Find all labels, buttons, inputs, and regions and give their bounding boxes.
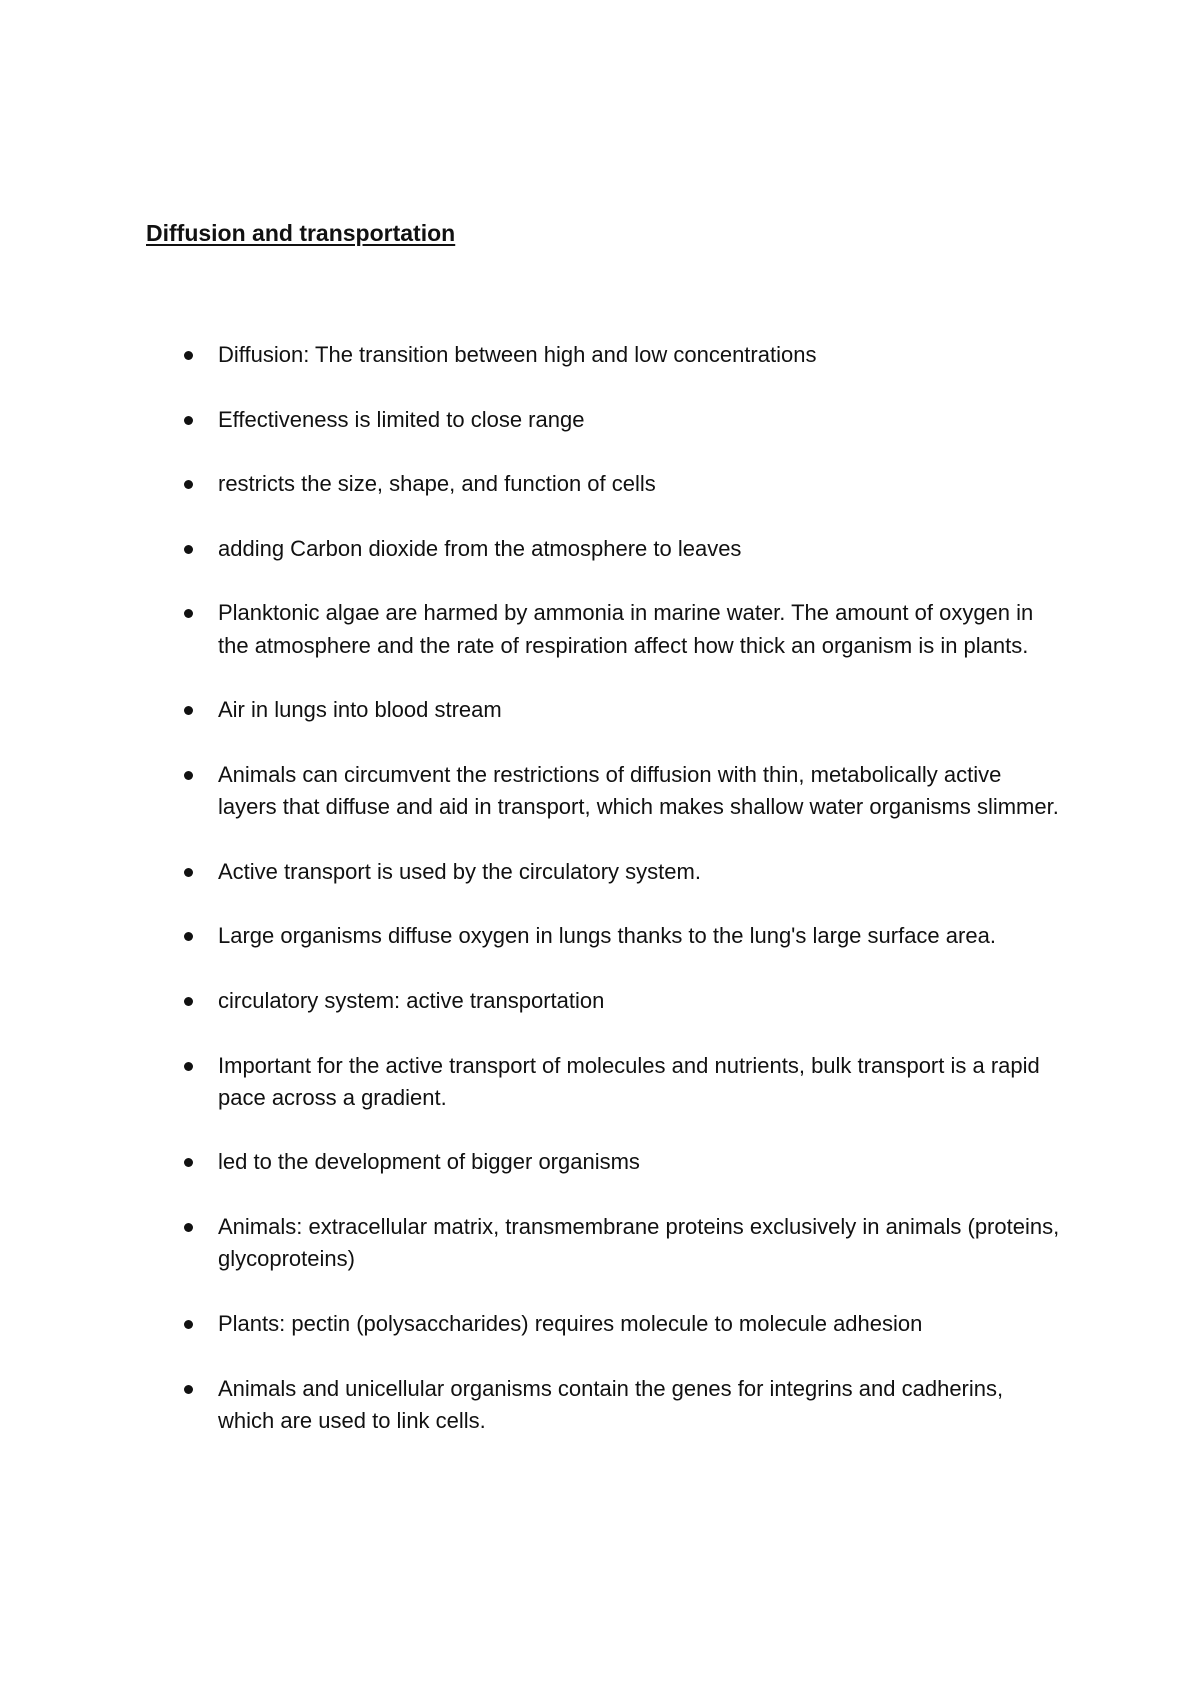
list-item-text: Active transport is used by the circulatory system. bbox=[218, 858, 701, 884]
list-item-text: Diffusion: The transition between high and low concentrations bbox=[218, 342, 817, 367]
list-item bbox=[180, 1211, 1060, 1276]
bullet-icon bbox=[184, 1320, 193, 1329]
bullet-list bbox=[180, 339, 1060, 1469]
page-title: Diffusion and transportation bbox=[146, 220, 456, 246]
list-item bbox=[180, 856, 1060, 888]
list-item bbox=[180, 920, 1060, 952]
bullet-icon bbox=[184, 351, 193, 360]
bullet-icon bbox=[184, 706, 193, 715]
list-item-text: Large organisms diffuse oxygen in lungs thanks to the lung's large surface area. bbox=[218, 923, 996, 949]
list-item-text: Effectiveness is limited to close range bbox=[218, 406, 585, 432]
list-item bbox=[180, 339, 1060, 371]
list-item bbox=[180, 597, 1060, 662]
list-item-text: restricts the size, shape, and function of cells bbox=[218, 471, 656, 497]
bullet-icon bbox=[184, 1158, 193, 1167]
list-item bbox=[180, 468, 1060, 500]
list-item-text: led to the development of bigger organisms bbox=[218, 1149, 640, 1175]
bullet-icon bbox=[184, 609, 193, 618]
bullet-icon bbox=[184, 932, 193, 941]
list-item-text: Planktonic algae are harmed by ammonia in marine water. The amount of oxygen in the atmosphere and the rate of respiration affect how thick an organism is in plants. bbox=[218, 600, 1034, 658]
list-item bbox=[180, 404, 1060, 436]
list-item bbox=[180, 1146, 1060, 1178]
list-item-text: Plants: pectin (polysaccharides) requires molecule to molecule adhesion bbox=[218, 1310, 923, 1336]
list-item bbox=[180, 1373, 1060, 1438]
bullet-icon bbox=[184, 771, 193, 780]
list-item-text: Air in lungs into blood stream bbox=[218, 697, 502, 723]
bullet-icon bbox=[184, 480, 193, 489]
list-item-text: Animals and unicellular organisms contain the genes for integrins and cadherins, which are used to link cells. bbox=[218, 1375, 1004, 1433]
bullet-icon bbox=[184, 997, 193, 1006]
bullet-icon bbox=[184, 545, 193, 554]
list-item-text: adding Carbon dioxide from the atmosphere to leaves bbox=[218, 535, 742, 561]
list-item bbox=[180, 1050, 1060, 1115]
bullet-icon bbox=[184, 416, 193, 425]
list-item-text: Animals: extracellular matrix, transmembrane proteins exclusively in animals (proteins, glycoproteins) bbox=[218, 1214, 1060, 1272]
bullet-icon bbox=[184, 1062, 193, 1071]
list-item bbox=[180, 694, 1060, 726]
bullet-icon bbox=[184, 1223, 193, 1232]
list-item bbox=[180, 1308, 1060, 1340]
list-item bbox=[180, 533, 1060, 565]
bullet-icon bbox=[184, 1385, 193, 1394]
bullet-icon bbox=[184, 868, 193, 877]
list-item-text: Important for the active transport of molecules and nutrients, bulk transport is a rapid pace across a gradient. bbox=[218, 1052, 1040, 1110]
list-item bbox=[180, 985, 1060, 1017]
list-item-text: Animals can circumvent the restrictions of diffusion with thin, metabolically active layers that diffuse and aid in transport, which makes shallow water organisms slimmer. bbox=[218, 761, 1059, 820]
list-item-text: circulatory system: active transportation bbox=[218, 987, 605, 1013]
list-item bbox=[180, 759, 1060, 824]
